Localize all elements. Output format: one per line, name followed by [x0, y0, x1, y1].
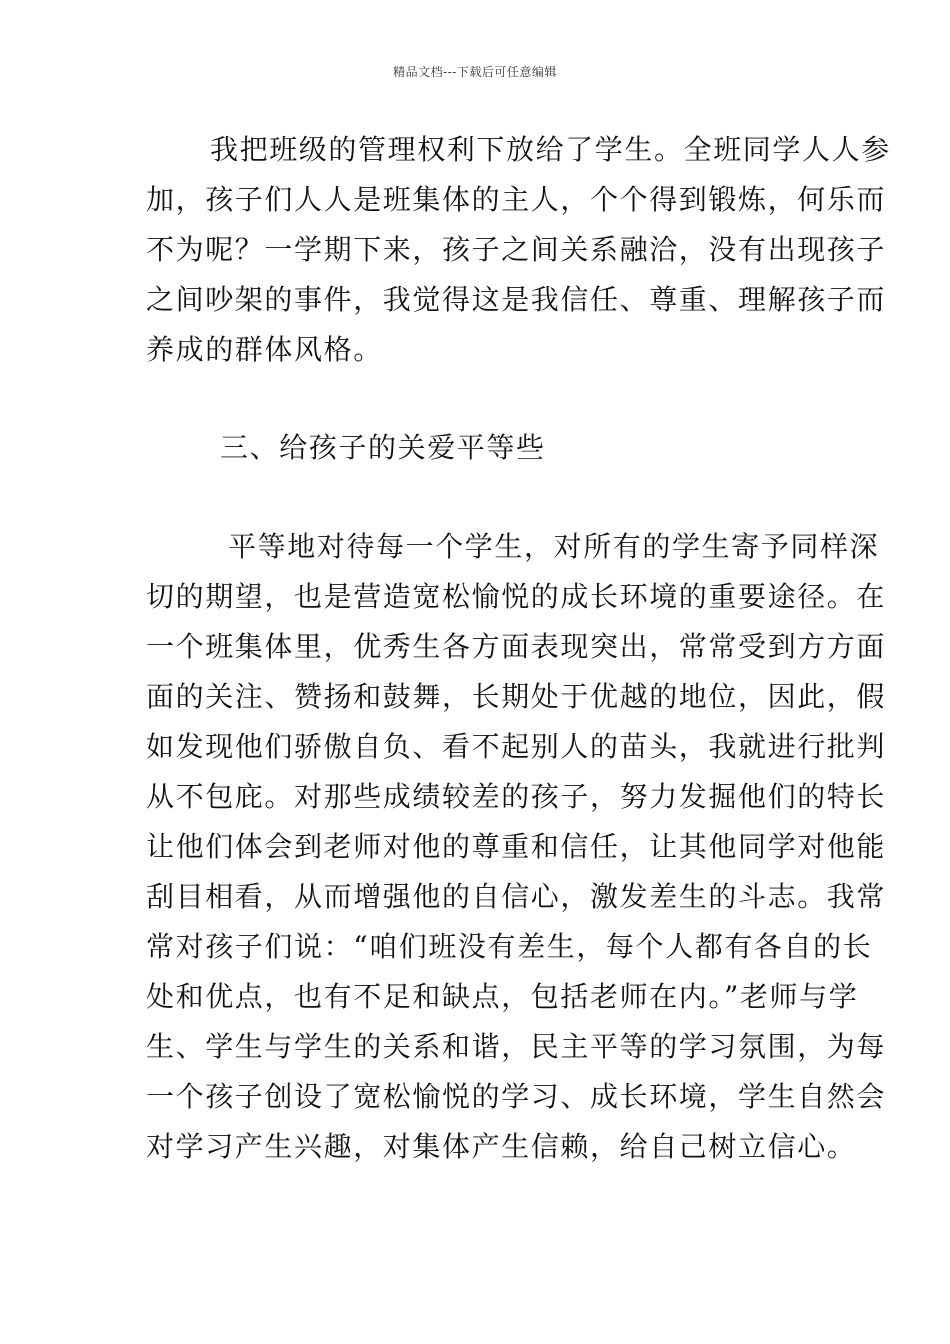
section-heading: 三、给孩子的关爱平等些	[220, 431, 546, 464]
paragraph-2-line-6: 从不包庇。对那些成绩较差的孩子，努力发掘他们的特长	[146, 780, 887, 813]
paragraph-2-line-9: 常对孩子们说：“咱们班没有差生，每个人都有各自的长	[146, 930, 873, 963]
paragraph-1-line-4: 之间吵架的事件，我觉得这是我信任、尊重、理解孩子而	[146, 283, 887, 316]
paragraph-2-line-2: 切的期望，也是营造宽松愉悦的成长环境的重要途径。在	[146, 580, 887, 613]
paragraph-2-line-10: 处和优点，也有不足和缺点，包括老师在内。”老师与学	[146, 980, 859, 1013]
paragraph-2-line-13: 对学习产生兴趣，对集体产生信赖，给自己树立信心。	[146, 1130, 857, 1163]
paragraph-1-line-3: 不为呢？一学期下来，孩子之间关系融洽，没有出现孩子	[146, 233, 887, 266]
paragraph-2-line-11: 生、学生与学生的关系和谐，民主平等的学习氛围，为每	[146, 1030, 887, 1063]
paragraph-2-line-7: 让他们体会到老师对他的尊重和信任，让其他同学对他能	[146, 830, 887, 863]
paragraph-2-line-1: 平等地对待每一个学生，对所有的学生寄予同样深	[228, 530, 880, 563]
paragraph-1-line-5: 养成的群体风格。	[146, 333, 383, 366]
paragraph-2-line-4: 面的关注、赞扬和鼓舞，长期处于优越的地位，因此，假	[146, 680, 887, 713]
paragraph-1-line-1: 我把班级的管理权利下放给了学生。全班同学人人参	[210, 133, 891, 166]
page-header: 精品文档---下载后可任意编辑	[393, 65, 557, 79]
paragraph-2-line-3: 一个班集体里，优秀生各方面表现突出，常常受到方方面	[146, 630, 887, 663]
paragraph-2-line-8: 刮目相看，从而增强他的自信心，激发差生的斗志。我常	[146, 880, 887, 913]
paragraph-1-line-2: 加，孩子们人人是班集体的主人，个个得到锻炼，何乐而	[146, 183, 887, 216]
paragraph-2-line-5: 如发现他们骄傲自负、看不起别人的苗头，我就进行批判	[146, 730, 887, 763]
paragraph-2-line-12: 一个孩子创设了宽松愉悦的学习、成长环境，学生自然会	[146, 1080, 887, 1113]
